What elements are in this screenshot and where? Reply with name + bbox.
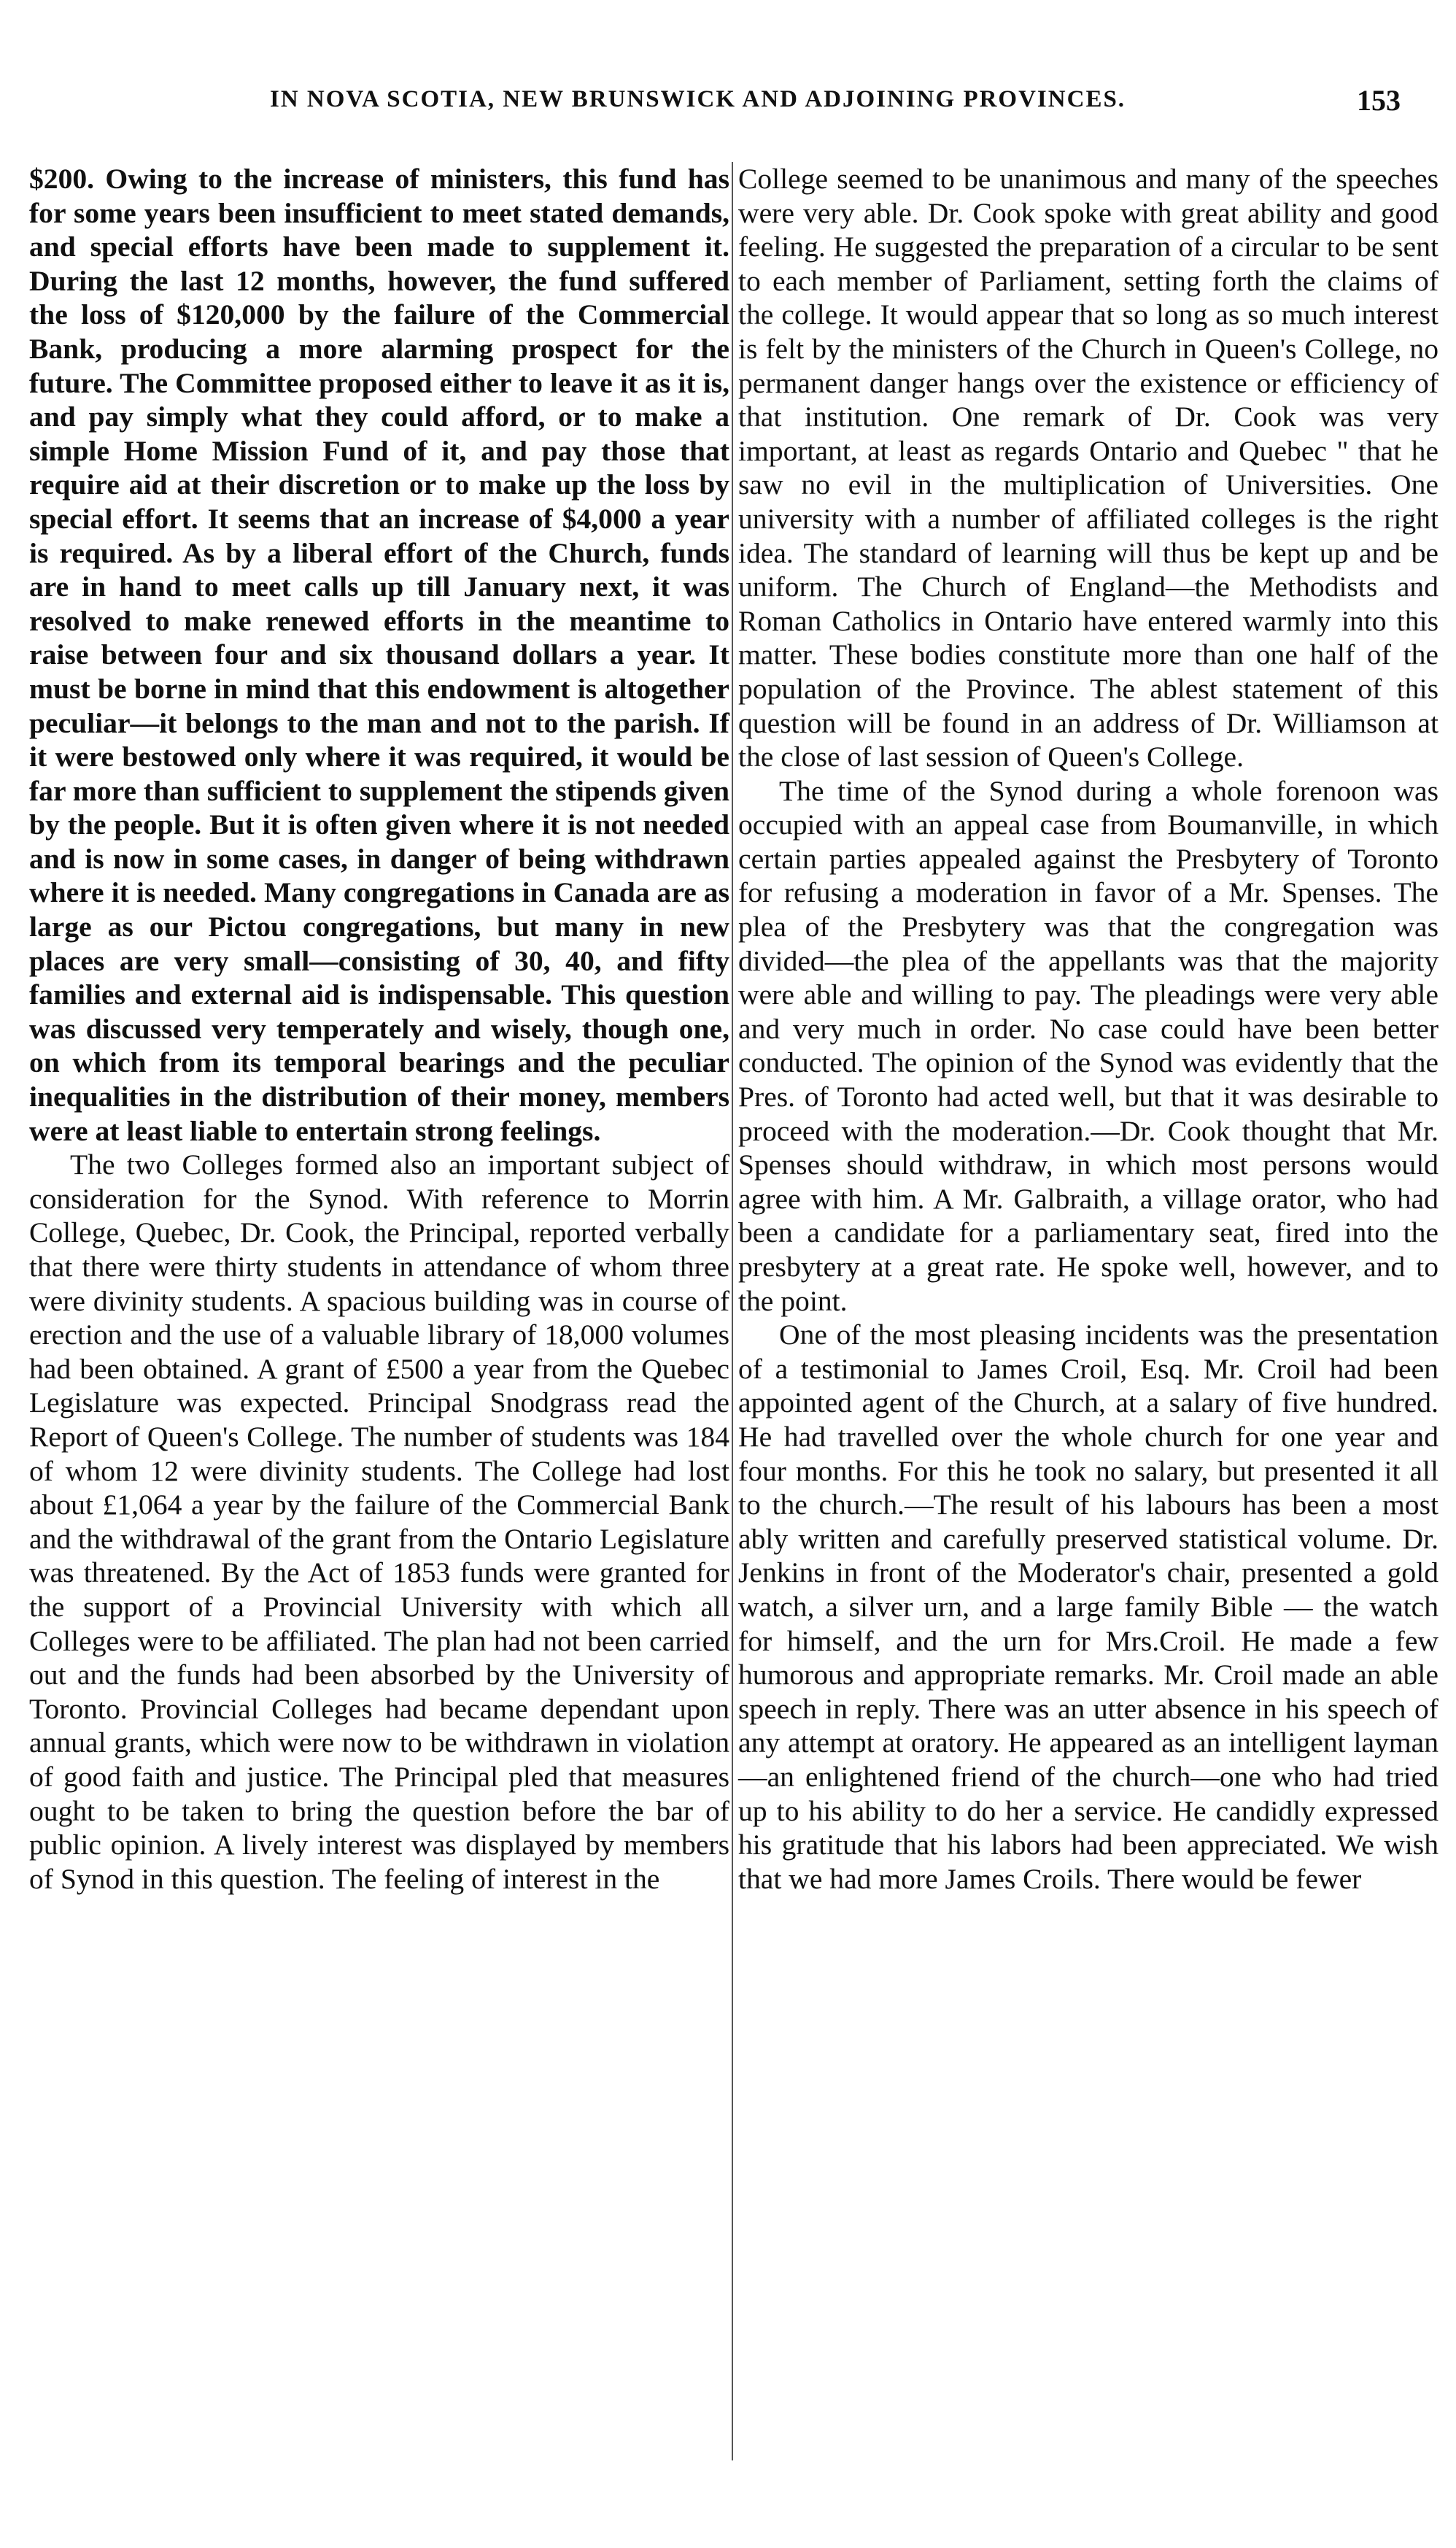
running-title: IN NOVA SCOTIA, NEW BRUNSWICK AND ADJOINING PROVINCES. xyxy=(270,86,1126,112)
column-divider xyxy=(732,162,733,2460)
page-number: 153 xyxy=(1357,84,1401,117)
paragraph-appeal-case: The time of the Synod during a whole forenoon was occupied with an appeal case from Boumanville, in which certain parties appealed against the Presbytery of Toronto for refusing a moderation in favor of a Mr. Spenses. The plea of the Presbytery was that the congregation was divided—the plea of the appellants was that the majority were able and willing to pay. The pleadings were very able and very much in order. No case could have been better conducted. The opinion of the Synod was evidently that the Pres. of Toronto had acted well, but that it was desirable to proceed with the moderation.—Dr. Cook thought that Mr. Spenses should withdraw, in which most persons would agree with him. A Mr. Galbraith, a village orator, who had been a candidate for a parliamentary seat, fired into the presbytery at a great rate. He spoke well, however, and to the point. xyxy=(738,774,1438,1317)
paragraph-sustentation-fund: $200. Owing to the increase of ministers, this fund has for some years been insufficient to meet stated demands, and special efforts have been made to supplement it. During the last 12 months, however, the fund suffered the loss of $120,000 by the failure of the Commercial Bank, producing a more alarming prospect for the future. The Committee proposed either to leave it as it is, and pay simply what they could afford, or to make a simple Home Mission Fund of it, and pay those that require aid at their discretion or to make up the loss by special effort. It seems that an increase of $4,000 a year is required. As by a liberal effort of the Church, funds are in hand to meet calls up till January next, it was resolved to make renewed efforts in the meantime to raise between four and six thousand dollars a year. It must be borne in mind that this endowment is altogether peculiar—it belongs to the man and not to the parish. If it were bestowed only where it was required, it would be far more than sufficient to supplement the stipends given by the people. But it is often given where it is not needed and is now in some cases, in danger of being withdrawn where it is needed. Many congregations in Canada are as large as our Pictou congregations, but many in new places are very small—consisting of 30, 40, and fifty families and external aid is indispensable. This question was discussed very temperately and wisely, though one, on which from its temporal bearings and the peculiar inequalities in the distribution of their money, members were at least liable to entertain strong feelings. xyxy=(29,163,729,1147)
paragraph-colleges: The two Colleges formed also an important subject of consideration for the Synod. With reference to Morrin College, Quebec, Dr. Cook, the Principal, reported verbally that there were thirty students in attendance of whom three were divinity students. A spacious building was in course of erection and the use of a valuable library of 18,000 volumes had been obtained. A grant of £500 a year from the Quebec Legislature was expected. Principal Snodgrass read the Report of Queen's College. The number of students was 184 of whom 12 were divinity students. The College had lost about £1,064 a year by the failure of the Commercial Bank and the withdrawal of the grant from the Ontario Legislature was threatened. By the Act of 1853 funds were granted for the support of a Provincial University with which all Colleges were to be affiliated. The plan had not been carried out and the funds had been absorbed by the University of Toronto. Provincial Colleges had became dependant upon annual grants, which were now to be withdrawn in violation of good faith and justice. The Principal pled that measures ought to be taken to bring the question before the bar of public opinion. A lively interest was displayed by members of Synod in this question. The feeling of interest in the xyxy=(29,1148,729,1895)
paragraph-college-continued: College seemed to be unanimous and many of the speeches were very able. Dr. Cook spoke with great ability and good feeling. He suggested the preparation of a circular to be sent to each member of Parliament, setting forth the claims of the college. It would appear that so long as so much interest is felt by the ministers of the Church in Queen's College, no permanent danger hangs over the existence or efficiency of that institution. One remark of Dr. Cook was very important, at least as regards Ontario and Quebec " that he saw no evil in the multiplication of Universities. One university with a number of affiliated colleges is the right idea. The standard of learning will thus be kept up and be uniform. The Church of England—the Methodists and Roman Catholics in Ontario have entered warmly into this matter. These bodies constitute more than one half of the population of the Province. The ablest statement of this question will be found in an address of Dr. Williamson at the close of last session of Queen's College. xyxy=(738,163,1438,773)
running-head xyxy=(29,86,1401,130)
paragraph-croil-testimonial: One of the most pleasing incidents was the presentation of a testimonial to James Croil, Esq. Mr. Croil had been appointed agent of the Church, at a salary of five hundred. He had travelled over the whole church for one year and four months. For this he took no salary, but presented it all to the church.—The result of his labours has been a most ably written and carefully preserved statistical volume. Dr. Jenkins in front of the Moderator's chair, presented a gold watch, a silver urn, and a large family Bible — the watch for himself, and the urn for Mrs.Croil. He made a few humorous and appropriate remarks. Mr. Croil made an able speech in reply. There was an utter absence in his speech of any attempt at oratory. He appeared as an intelligent layman—an enlightened friend of the church—one who had tried up to his ability to do her a service. He candidly expressed his gratitude that his labors had been appreciated. We wish that we had more James Croils. There would be fewer xyxy=(738,1319,1438,1895)
right-column xyxy=(738,162,1438,1896)
left-column xyxy=(29,162,729,1896)
